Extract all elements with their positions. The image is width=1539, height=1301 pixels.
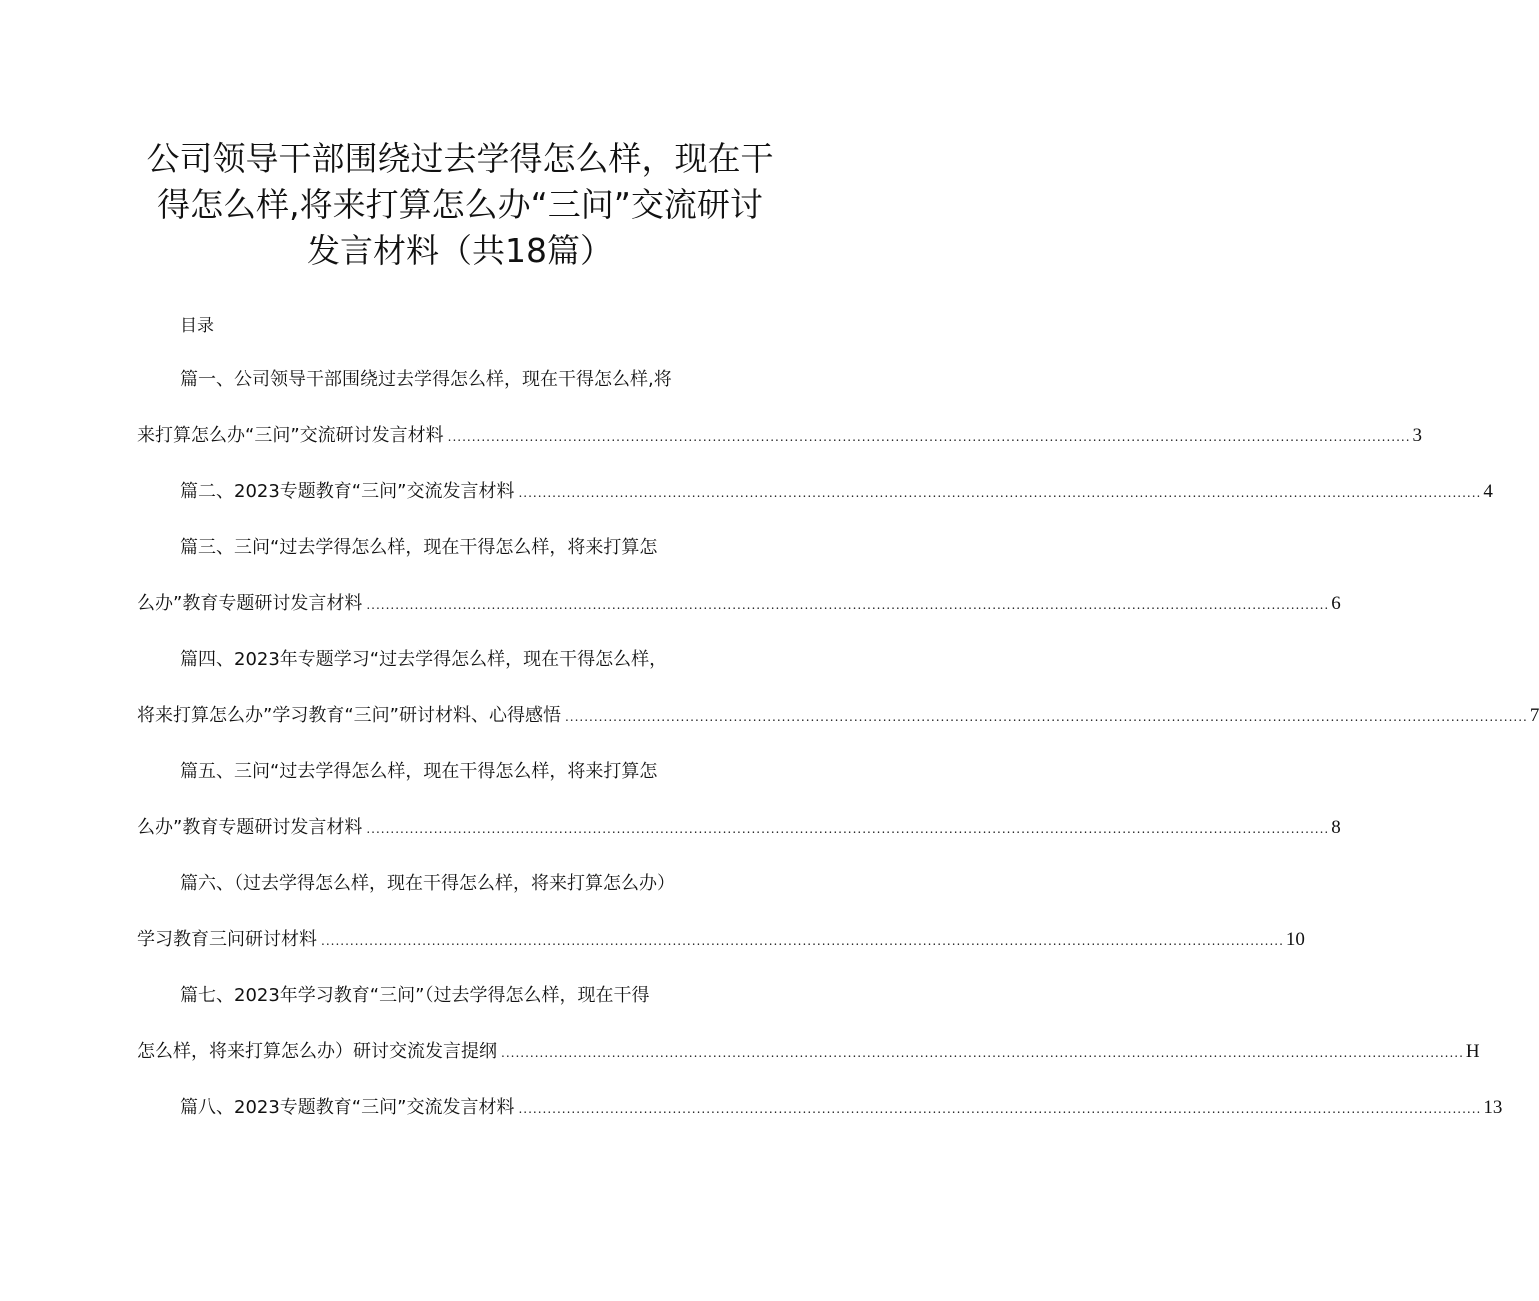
toc-entry-text: 篇六、（过去学得怎么样，现在干得怎么样，将来打算怎么办） <box>180 873 675 894</box>
toc-page-number: 8 <box>1331 817 1341 838</box>
toc-entry-4-line-1[interactable] <box>180 646 667 674</box>
leader-dots: ........................................................................................................................................................................................................ <box>501 1046 1464 1060</box>
toc-entry-1-line-1[interactable] <box>180 366 672 394</box>
toc-entry-4-line-2[interactable] <box>137 702 1539 731</box>
toc-entry-3-line-1[interactable] <box>180 534 657 562</box>
title-line-1: 公司领导干部围绕过去学得怎么样，现在干 <box>146 139 774 178</box>
toc-entry-text: 学习教育三问研讨材料 <box>137 929 317 950</box>
toc-entry-text: 篇五、三问“过去学得怎么样，现在干得怎么样，将来打算怎 <box>180 761 658 782</box>
toc-entry-text: 么办”教育专题研讨发言材料 <box>137 593 363 614</box>
toc-entry-3-line-2[interactable] <box>137 590 1341 619</box>
toc-page-number: 3 <box>1412 425 1423 446</box>
toc-entry-text: 篇三、三问“过去学得怎么样，现在干得怎么样，将来打算怎 <box>180 537 658 558</box>
leader-dots: ........................................................................................................................................................................................................ <box>518 1102 1482 1116</box>
toc-entry-text: 篇八、2023专题教育“三问”交流发言材料 <box>180 1097 515 1118</box>
toc-entry-text: 将来打算怎么办”学习教育“三问”研讨材料、心得感悟 <box>137 705 561 726</box>
toc-entry-text: 篇二、2023专题教育“三问”交流发言材料 <box>180 481 515 502</box>
leader-dots: ........................................................................................................................................................................................................ <box>366 598 1330 612</box>
leader-dots: ........................................................................................................................................................................................................ <box>321 934 1284 948</box>
toc-entry-5-line-1[interactable] <box>180 758 657 786</box>
leader-dots: ........................................................................................................................................................................................................ <box>564 710 1528 724</box>
document-title <box>120 136 800 274</box>
toc-entry-2[interactable] <box>180 478 1493 507</box>
toc-label: 目录 <box>180 316 214 336</box>
toc-entry-text: 篇一、公司领导干部围绕过去学得怎么样，现在干得怎么样,将 <box>180 369 672 390</box>
toc-page-number: 10 <box>1285 929 1305 950</box>
toc-entry-6-line-2[interactable] <box>137 926 1305 955</box>
leader-dots: ........................................................................................................................................................................................................ <box>447 430 1411 444</box>
toc-page-number: 7 <box>1529 705 1539 726</box>
toc-entry-text: 么办”教育专题研讨发言材料 <box>137 817 363 838</box>
title-line-2: 得怎么样,将来打算怎么办“三问”交流研讨 <box>157 185 763 224</box>
toc-entry-7-line-1[interactable] <box>180 982 649 1010</box>
toc-entry-text: 来打算怎么办“三问”交流研讨发言材料 <box>137 425 444 446</box>
toc-page-number: 13 <box>1483 1097 1503 1118</box>
toc-page-number: 6 <box>1331 593 1341 614</box>
title-line-3: 发言材料（共18篇） <box>307 231 613 270</box>
toc-page-number: H <box>1465 1041 1480 1062</box>
toc-entry-5-line-2[interactable] <box>137 814 1341 843</box>
toc-entry-text: 篇四、2023年专题学习“过去学得怎么样，现在干得怎么样， <box>180 649 668 670</box>
toc-entry-text: 怎么样，将来打算怎么办）研讨交流发言提纲 <box>137 1041 497 1062</box>
toc-page-number: 4 <box>1483 481 1493 502</box>
toc-entry-7-line-2[interactable] <box>137 1038 1480 1067</box>
toc-entry-1-line-2[interactable] <box>137 422 1423 451</box>
toc-entry-6-line-1[interactable] <box>180 870 675 898</box>
toc-entry-8[interactable] <box>180 1094 1503 1123</box>
leader-dots: ........................................................................................................................................................................................................ <box>366 822 1330 836</box>
leader-dots: ........................................................................................................................................................................................................ <box>518 486 1482 500</box>
toc-entry-text: 篇七、2023年学习教育“三问”（过去学得怎么样，现在干得 <box>180 985 650 1006</box>
